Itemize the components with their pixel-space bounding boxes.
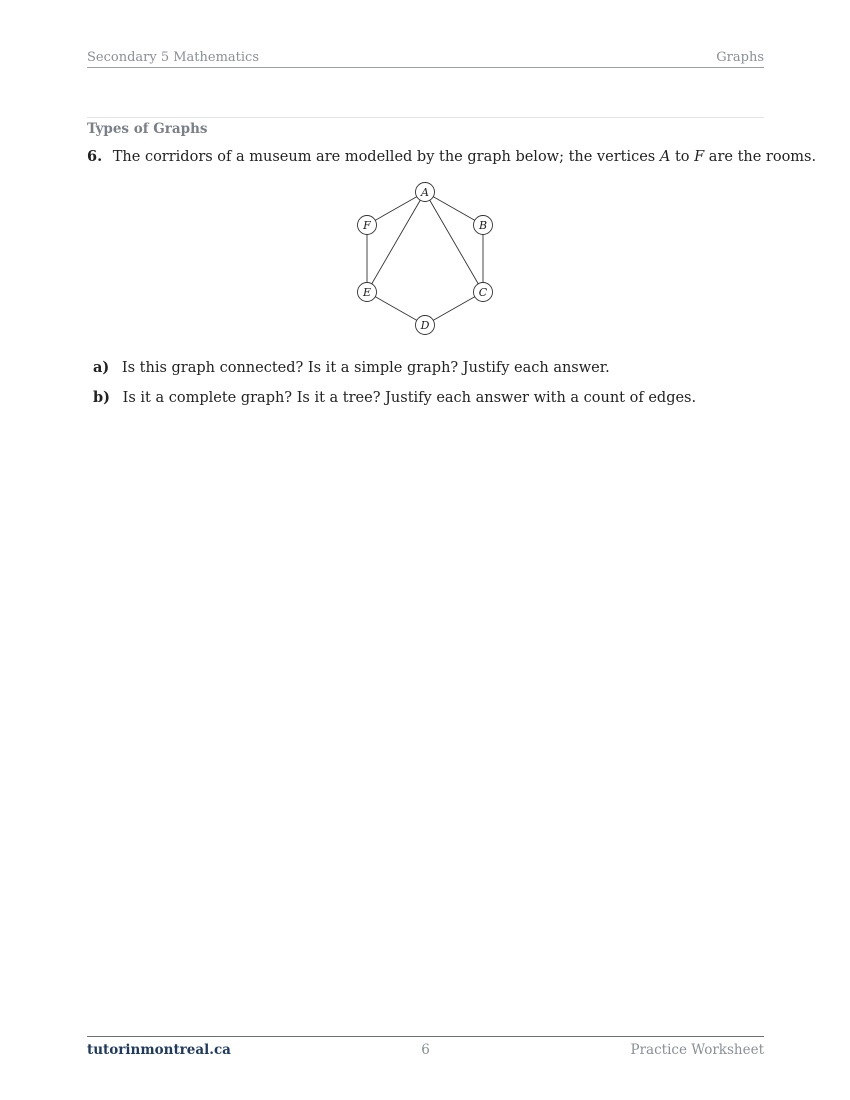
edge-CD [425,292,483,325]
header-topic: Graphs [716,50,764,65]
part-b-label: b) [93,389,110,406]
header-course: Secondary 5 Mathematics [87,50,260,65]
part-b-text: Is it a complete graph? Is it a tree? Justify each answer with a count of edges. [122,390,697,406]
vertex-F [358,216,377,235]
part-b [93,389,696,406]
footer-divider [87,1036,764,1037]
edge-FA [367,192,425,225]
edge-AB [425,192,483,225]
page-header [87,50,764,67]
question-number: 6. [87,148,103,165]
vertex-label: D [420,319,430,332]
section-title: Types of Graphs [87,121,208,137]
vertex-D [416,316,435,335]
part-a-label: a) [93,359,110,376]
vertex-A [416,183,435,202]
section-divider [87,117,764,118]
part-a-text: Is this graph connected? Is it a simple graph? Justify each answer. [121,360,610,376]
question-var-end: F [694,149,705,165]
question-text-mid: to [674,149,690,165]
vertex-label: A [421,186,429,199]
edge-AE [367,192,425,292]
vertex-label: C [478,286,488,299]
edge-AC [425,192,483,292]
footer-doc-type: Practice Worksheet [630,1042,764,1058]
vertex-B [474,216,493,235]
header-divider [87,67,764,68]
question-6 [87,148,816,165]
vertex-label: E [362,286,372,299]
question-text-after: are the rooms. [708,149,817,165]
museum-graph [340,178,510,343]
question-text-before: The corridors of a museum are modelled by the graph below; the vertices [112,149,656,165]
edge-DE [367,292,425,325]
vertex-label: B [478,219,488,232]
vertex-E [358,283,377,302]
footer-page-number: 6 [421,1042,430,1058]
vertex-C [474,283,493,302]
footer-site[interactable]: tutorinmontreal.ca [87,1042,231,1058]
vertex-label: F [363,219,371,232]
part-a [93,359,610,376]
question-var-start: A [659,149,671,165]
page-footer [87,1042,764,1060]
